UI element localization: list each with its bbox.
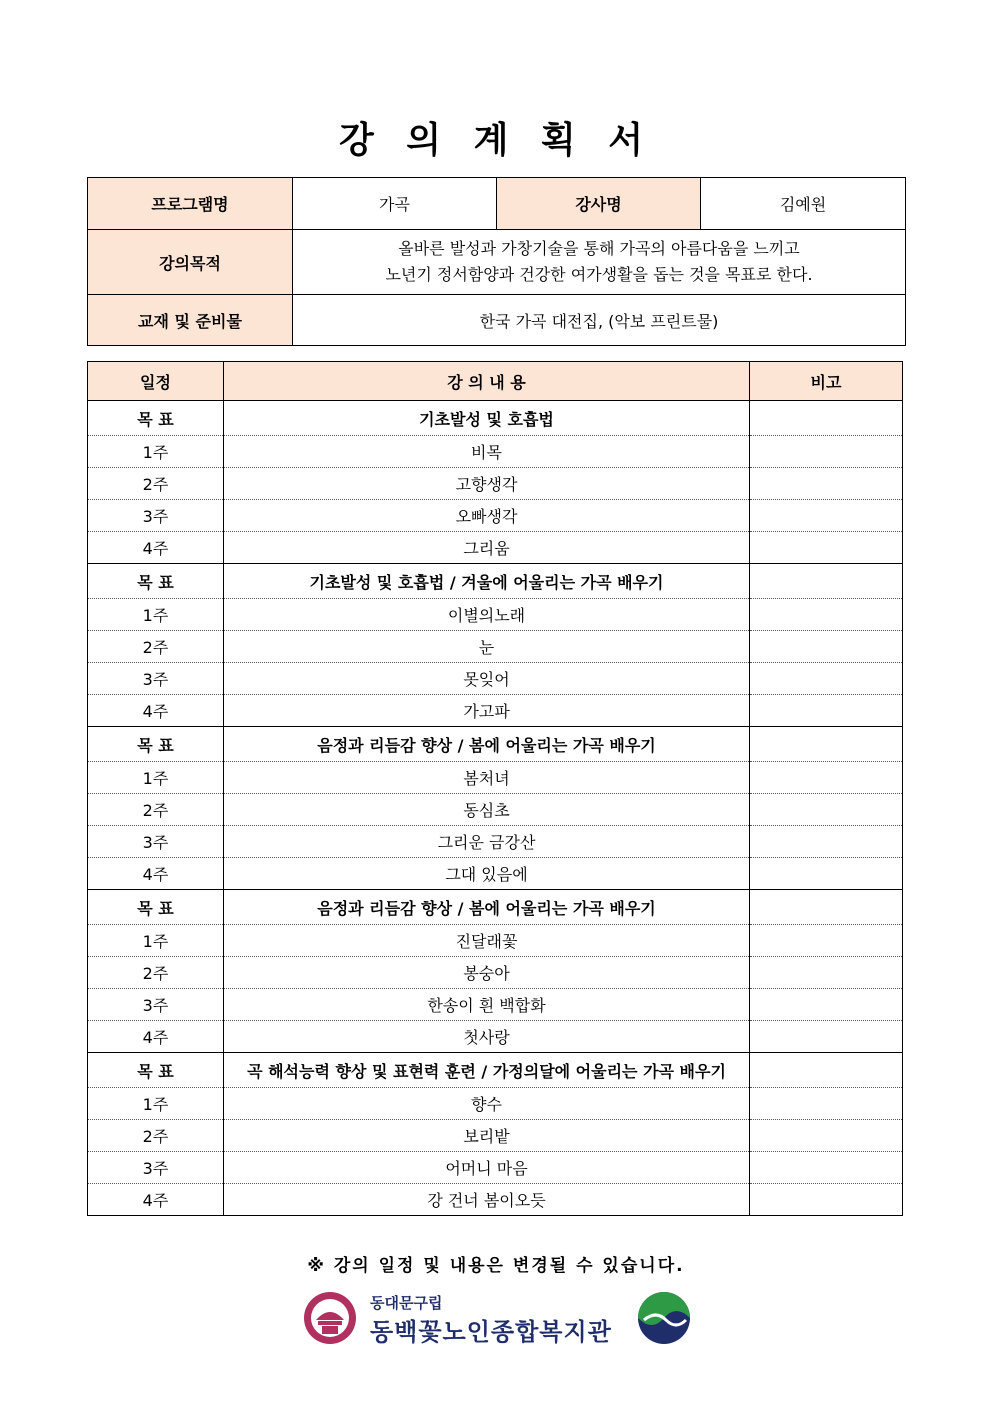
week-label: 3주 (88, 1152, 224, 1184)
song-title: 그리운 금강산 (224, 826, 750, 858)
goal-text: 곡 해석능력 향상 및 표현력 훈련 / 가정의달에 어울리는 가곡 배우기 (224, 1053, 750, 1088)
goal-note-cell (750, 890, 903, 925)
page-title: 강 의 계 획 서 (338, 120, 653, 161)
song-title: 봄처녀 (224, 762, 750, 794)
song-title: 진달래꽃 (224, 925, 750, 957)
week-note-cell (750, 794, 903, 826)
week-label: 2주 (88, 957, 224, 989)
week-row (88, 1088, 903, 1120)
week-row (88, 826, 903, 858)
week-label: 3주 (88, 500, 224, 532)
goal-row (88, 401, 903, 436)
goal-text: 음정과 리듬감 향상 / 봄에 어울리는 가곡 배우기 (224, 727, 750, 762)
week-row (88, 663, 903, 695)
week-row (88, 957, 903, 989)
week-row (88, 1120, 903, 1152)
week-note-cell (750, 631, 903, 663)
week-note-cell (750, 695, 903, 727)
week-note-cell (750, 1088, 903, 1120)
song-title: 향수 (224, 1088, 750, 1120)
goal-text: 기초발성 및 호흡법 (224, 401, 750, 436)
song-title: 봉숭아 (224, 957, 750, 989)
week-row (88, 1152, 903, 1184)
week-note-cell (750, 989, 903, 1021)
schedule-header-row (88, 362, 903, 401)
week-row (88, 762, 903, 794)
week-note-cell (750, 858, 903, 890)
song-title: 오빠생각 (224, 500, 750, 532)
purpose-value (293, 230, 906, 295)
week-label: 3주 (88, 826, 224, 858)
week-row (88, 500, 903, 532)
logo-line-1: 동대문구립 (370, 1294, 443, 1312)
week-row (88, 1184, 903, 1216)
footer-note: ※ 강의 일정 및 내용은 변경될 수 있습니다. (307, 1256, 685, 1276)
song-title: 동심초 (224, 794, 750, 826)
goal-note-cell (750, 401, 903, 436)
week-row (88, 468, 903, 500)
week-label: 4주 (88, 1184, 224, 1216)
week-label: 1주 (88, 762, 224, 794)
goal-row (88, 890, 903, 925)
week-note-cell (750, 599, 903, 631)
goal-text: 기초발성 및 호흡법 / 겨울에 어울리는 가곡 배우기 (224, 564, 750, 599)
week-note-cell (750, 1184, 903, 1216)
week-note-cell (750, 925, 903, 957)
week-label: 2주 (88, 631, 224, 663)
song-title: 보리밭 (224, 1120, 750, 1152)
week-label: 1주 (88, 1088, 224, 1120)
week-note-cell (750, 663, 903, 695)
week-note-cell (750, 1021, 903, 1053)
song-title: 가고파 (224, 695, 750, 727)
week-note-cell (750, 1152, 903, 1184)
instructor-label: 강사명 (497, 178, 701, 230)
week-row (88, 631, 903, 663)
week-note-cell (750, 532, 903, 564)
goal-label: 목 표 (88, 1053, 224, 1088)
week-row (88, 436, 903, 468)
materials-label: 교재 및 준비물 (88, 295, 293, 346)
week-row (88, 925, 903, 957)
goal-label: 목 표 (88, 890, 224, 925)
header-note: 비고 (750, 362, 903, 401)
program-label: 프로그램명 (88, 178, 293, 230)
goal-row (88, 727, 903, 762)
goal-note-cell (750, 564, 903, 599)
goal-label: 목 표 (88, 727, 224, 762)
week-row (88, 599, 903, 631)
week-label: 2주 (88, 468, 224, 500)
goal-row (88, 564, 903, 599)
week-label: 4주 (88, 695, 224, 727)
week-row (88, 1021, 903, 1053)
song-title: 그리움 (224, 532, 750, 564)
week-label: 1주 (88, 436, 224, 468)
week-label: 3주 (88, 663, 224, 695)
week-note-cell (750, 468, 903, 500)
week-label: 2주 (88, 1120, 224, 1152)
week-row (88, 858, 903, 890)
week-label: 1주 (88, 925, 224, 957)
materials-value: 한국 가곡 대전집, (악보 프린트물) (293, 295, 906, 346)
camellia-swirl-icon (636, 1290, 692, 1346)
week-row (88, 989, 903, 1021)
song-title: 고향생각 (224, 468, 750, 500)
week-label: 2주 (88, 794, 224, 826)
song-title: 한송이 흰 백합화 (224, 989, 750, 1021)
song-title: 어머니 마음 (224, 1152, 750, 1184)
song-title: 첫사랑 (224, 1021, 750, 1053)
program-info-table (87, 177, 906, 346)
week-note-cell (750, 1120, 903, 1152)
week-label: 1주 (88, 599, 224, 631)
goal-text: 음정과 리듬감 향상 / 봄에 어울리는 가곡 배우기 (224, 890, 750, 925)
welfare-center-logo (300, 1290, 692, 1346)
song-title: 비목 (224, 436, 750, 468)
week-label: 4주 (88, 532, 224, 564)
week-row (88, 794, 903, 826)
header-content: 강 의 내 용 (224, 362, 750, 401)
seal-emblem-icon (300, 1290, 360, 1346)
week-label: 4주 (88, 1021, 224, 1053)
purpose-line-1: 올바른 발성과 가창기술을 통해 가곡의 아름다움을 느끼고 (398, 239, 800, 258)
purpose-label: 강의목적 (88, 230, 293, 295)
week-row (88, 532, 903, 564)
song-title: 눈 (224, 631, 750, 663)
song-title: 그대 있음에 (224, 858, 750, 890)
logo-line-2: 동백꽃노인종합복지관 (370, 1318, 612, 1346)
song-title: 이별의노래 (224, 599, 750, 631)
song-title: 못잊어 (224, 663, 750, 695)
goal-label: 목 표 (88, 564, 224, 599)
week-note-cell (750, 500, 903, 532)
goal-note-cell (750, 1053, 903, 1088)
week-note-cell (750, 957, 903, 989)
schedule-table (87, 361, 903, 1216)
goal-row (88, 1053, 903, 1088)
week-label: 3주 (88, 989, 224, 1021)
goal-label: 목 표 (88, 401, 224, 436)
week-note-cell (750, 762, 903, 794)
header-schedule: 일정 (88, 362, 224, 401)
purpose-line-2: 노년기 정서함양과 건강한 여가생활을 돕는 것을 목표로 한다. (385, 265, 813, 284)
week-note-cell (750, 826, 903, 858)
song-title: 강 건너 봄이오듯 (224, 1184, 750, 1216)
week-label: 4주 (88, 858, 224, 890)
week-row (88, 695, 903, 727)
goal-note-cell (750, 727, 903, 762)
instructor-value: 김예원 (701, 178, 906, 230)
program-value: 가곡 (293, 178, 497, 230)
week-note-cell (750, 436, 903, 468)
